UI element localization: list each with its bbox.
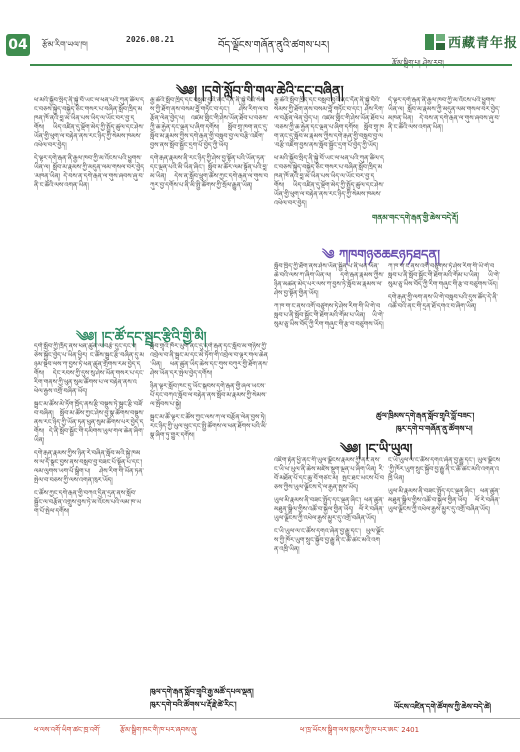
article-alphabet-col2 — [388, 262, 500, 402]
paragraph: དགེ་རྒན་གྱི་ལག་ནས་ཡི་གེ་བསླབ་པའི་དུས་ཚོད་དེ་ནི་འཚོ་བའི་ནང་གི་དྲན་ཐོ་དགའ་བ་ཞིག་ཡིན། — [388, 293, 498, 310]
article-homeland-col2 — [388, 456, 500, 682]
paragraph: སློབ་ཁྲིད་ཀྱི་ཐོག་ནས་ཤེས་ཡོན་སྦྱིན་པ་ནི་ཕན་ཡོན་ཆེ་བའི་ལས་ཀ་ཞིག་ཡིན་ལ། དགེ་རྒན་རྣམས་ཀྱིས་ཉིན་མཚན་མེད་པར་ལས་ཀ་བྱས་ཏེ་སློབ་མ་རྣམས་ལ་ཤེས་བྱ་སྟོན་གྱིན་ཡོད། — [274, 262, 384, 297]
article-teacher-col2 — [150, 96, 268, 314]
article-honeybee-byline-2: ཁུར་དགེ་བའི་ཚོགས་པ་རྡོ་རྗེ་ཚེ་རིང་། — [150, 700, 237, 709]
paragraph: ཡུལ་མི་རྣམས་ནི་བཟང་སྤྱོད་དང་ལྡན་ཞིང་། ཕན་ཚུན་མཐུན་སྒྲིལ་གྱིས་འཚོ་བ་སྐྱེལ་གྱིན་ཡོད། ལོ་རེ་བཞིན་ཡུལ་ལྗོངས་ཀྱི་འཕེལ་རྒྱས་མྱུར་དུ་འགྲོ་བཞིན་ཡོད། — [274, 496, 384, 522]
paragraph: དགེ་རྒན་རྣམས་ནི་རང་ཉིད་ཀྱི་ཤེས་བྱ་སྟོན་པའི་ཡོན་ཏན་དང་ལྡན་པའི་མི་ཡིན་ཞིང་། སློབ་མ་ཚོར་ལམ་སྟོན་པའི་བླ་མ་ཡིན། དེས་ན་སློབ་ཕྲུག་ཚོས་ཀྱང་དགེ་རྒན་ལ་གུས་བཀུར་བྱ་དགོས་པ་ནི་མི་སྤྱི་ཚོགས་ཀྱི་སྲོལ་རྒྱུན་ཡིན། — [150, 154, 268, 189]
header-rule — [30, 64, 512, 66]
paragraph: འཇིག་རྟེན་ཕྱི་ནང་གི་ཡུལ་ལྗོངས་རྣམས་ཀྱི་ནང་ནས་ང་ཡི་ཕ་ཡུལ་ནི་ཆེས་མཛེས་སྡུག་ལྡན་པ་ཞིག་ཡིན། རི་བོ་མཐོན་པོ་དང་ཆུ་བོ་གཙང་མ། སྤང་ཐང་ཡངས་པོ་བཅས་ཀྱིས་ཡུལ་ལྗོངས་དེ་ལ་རྒྱན་སྤྲས་ཡོད། — [274, 456, 384, 491]
article-teacher-byline: གནམ་གང་དགེ་རྒན་གྱི་ཆེས་བདེ་རྡོ། — [372, 213, 459, 222]
paragraph: ཕ་མའི་སྐྱོབ་སྲིད་ནི་སྐྱེ་བོ་ཡང་ལ་ཕན་པའི་ཀུན་ཚིལ་དང་བཅས་སྐྱེད་བསྐྱེད་ཅིང་གསར་པ་བཞིན་སློབ་ཁྲིད་མཁན་ཁོ་ནའི་བླ་མ་ཡིན་པས་ཡིད་ལ་ཡོང་བར་བྱ་དགོས། ཡིད་འཛིན་དུ་ལྡོག་མེད་ཀྱི་སྤྱོད་ཚུལ་དང་ཤེས་ཡོན་གྱི་ཕུག་ལ་བརྟེན་ནས་རང་ཉིད་ཀྱི་སེམས་ཁམས་འཕེལ་བར་བྱེད། — [34, 96, 144, 149]
paragraph: ང་ཚོས་ཀྱང་དགེ་རྒན་གྱི་བཀའ་དྲིན་དྲན་ནས་སློབ་སྦྱོང་ལ་བརྩོན་འགྲུས་བྱས་ཏེ་མ་འོངས་པའི་ལམ་ཁ་ཡག་པོ་སྤེལ་དགོས། — [34, 489, 142, 515]
footer-left: ཕ་ལས་འགོ་ཡིག་ཚང་ཁྲ་འགོ་ — [34, 726, 101, 734]
article-homeland-col1 — [274, 456, 384, 712]
paragraph: ང་ཡི་ཡུལ་ལ་ང་ཚོས་དགའ་ཞེན་བྱ་རྒྱུ་དང་། ཡུལ་ལྗོངས་ཀྱི་ཁོར་ཡུག་སྲུང་སྐྱོབ་བྱ་རྒྱུ་ནི་ང་ཚོ་ཚང་མའི་འགན་འཁྲི་ཡིན། — [274, 527, 384, 553]
paragraph: ཡུལ་མི་རྣམས་ནི་བཟང་སྤྱོད་དང་ལྡན་ཞིང་། ཕན་ཚུན་མཐུན་སྒྲིལ་གྱིས་འཚོ་བ་སྐྱེལ་གྱིན་ཡོད། ལོ་རེ་བཞིན་ཡུལ་ལྗོངས་ཀྱི་འཕེལ་རྒྱས་མྱུར་དུ་འགྲོ་བཞིན་ཡོད། — [388, 487, 500, 513]
paragraph: རྒྱ་ཆེའི་སློབ་ཁྲིད་དང་བསླབ་བྱའི་ནང་དོན་ནི་སྐྱེ་བོའི་སེམས་ཀྱི་ཐོག་ནས་བསམ་བློ་གཏོང་བ་དང་། ཤེས་རིག་ལ་བརྩོན་ལེན་བྱེད་པ། འཛམ་གླིང་གི་ཤེས་ཡོན་ཐོབ་པ་བཅས་ཀྱི་ཆ་རྐྱེན་དང་ལྡན་པ་ཞིག་དགོས། སློབ་གྲྭ་ཁག་ནང་དུ་སློབ་མ་རྣམས་ཀྱིས་དགེ་རྒན་གྱི་བསླབ་བྱ་ལ་བརྩི་འཇོག་བྱས་ནས་སློབ་སྦྱོང་དྲག་པོ་བྱེད་ཀྱི་ཡོད། — [274, 96, 384, 149]
issue-date: 2026.08.21 — [126, 35, 175, 44]
editor-credit: རྩོམ་སྒྲིག་པ། ཤེས་རབ། — [392, 59, 444, 67]
article-title-teacher: ༄༅། །དགེ་སློབ་གི་གལ་ཆེའི་དང་བཞིན། — [176, 84, 344, 99]
paragraph: དེ་ལྟར་དགེ་རྒན་ནི་རྒྱལ་ཁབ་ཀྱི་མ་འོངས་པའི་ཕྱུགས་ཡིན་ལ། སློབ་མ་རྣམས་ཀྱི་མདུན་ལམ་གསལ་བར་བྱེད་མཁན་ཡིན། དེ་བས་ན་དགེ་རྒན་ལ་གུས་ཞབས་ཞུ་བ་ནི་ང་ཚོའི་ལས་འགན་ཡིན། — [388, 96, 500, 131]
article-title-homeland: ༄༅། །ང་ཡི་ཡུལ། — [340, 442, 413, 457]
article-honeybee-byline: ཁུལ་དགེ་རྒན་སློབ་གྲྭའི་རྒྱ་མཚོ་དཔལ་ལྡན། — [150, 687, 254, 696]
article-teacher-col3 — [274, 96, 384, 236]
paragraph: དེ་ལྟར་དགེ་རྒན་ནི་རྒྱལ་ཁབ་ཀྱི་མ་འོངས་པའི་ཕྱུགས་ཡིན་ལ། སློབ་མ་རྣམས་ཀྱི་མདུན་ལམ་གསལ་བར་བྱེད་མཁན་ཡིན། དེ་བས་ན་དགེ་རྒན་ལ་གུས་ཞབས་ཞུ་བ་ནི་ང་ཚོའི་ལས་འགན་ཡིན། — [34, 154, 144, 189]
article-title-alphabet: ༄ ཀཁགཉཅཆཇཉཏཐདན། — [322, 248, 441, 263]
newspaper-logo-icon — [424, 32, 446, 52]
article-honeybee-col2 — [150, 342, 268, 678]
article-alphabet-col1 — [274, 262, 384, 414]
paragraph: རྒྱ་ཆེའི་སློབ་ཁྲིད་དང་བསླབ་བྱའི་ནང་དོན་ནི་སྐྱེ་བོའི་སེམས་ཀྱི་ཐོག་ནས་བསམ་བློ་གཏོང་བ་དང་། ཤེས་རིག་ལ་བརྩོན་ལེན་བྱེད་པ། འཛམ་གླིང་གི་ཤེས་ཡོན་ཐོབ་པ་བཅས་ཀྱི་ཆ་རྐྱེན་དང་ལྡན་པ་ཞིག་དགོས། སློབ་གྲྭ་ཁག་ནང་དུ་སློབ་མ་རྣམས་ཀྱིས་དགེ་རྒན་གྱི་བསླབ་བྱ་ལ་བརྩི་འཇོག་བྱས་ནས་སློབ་སྦྱོང་དྲག་པོ་བྱེད་ཀྱི་ཡོད། — [150, 96, 268, 149]
page-number: 04 — [6, 34, 30, 56]
article-alphabet-byline: ཚུལ་ཁྲིམས་དགེ་རྒན་སློབ་གྲྭའི་བློ་བཟང་། — [376, 411, 475, 420]
article-teacher-col1 — [34, 96, 144, 314]
masthead-tibetan: བོད་ལྗོངས་གཞོན་ནུའི་ཚགས་པར། — [218, 40, 330, 51]
paragraph: སྦྲང་མ་ཚོ་ལྟར་ང་ཚོས་ཀྱང་ལས་ཀ་ལ་བརྩོན་ལེན་བྱས་ཏེ། རང་ཉིད་ཀྱི་ཡུལ་ལུང་དང་སྤྱི་ཚོགས་ལ་ཕན་ཐོགས་པའི་མི་སྣ་ཞིག་ཏུ་གྱུར་དགོས། — [150, 413, 267, 439]
section-label: རྩོམ་རིག་ཡལ་ཁ། — [42, 40, 88, 49]
article-alphabet-byline-2: ཁུར་དགེ་བ་གཞོན་ནུ་ཚོགས་པ། — [396, 424, 473, 433]
paragraph: ཉིན་ལྟར་སློབ་ཁང་དུ་ཡོང་སྐབས་དགེ་རྒན་གྱི་ཞལ་ཡངས་པོ་དང་བཀའ་སློབ་ལ་བརྟེན་ནས་སློབ་མ་རྣམས་ཀྱི་སེམས་ལ་སྤོབས་པ་སྐྱེ། — [150, 382, 267, 408]
paragraph: དགེ་རྒན་རྣམས་ཀྱིས་ཉིན་རེ་བཞིན་སློབ་མའི་སྐྱེ་ཁམས་ལ་དོ་སྣང་བྱས་ནས་བསླབ་བྱ་བཟང་པོ་སྟོན་པ་དང་། ལམ་ལུགས་ཡག་པོ་སྒྲིག་པ། ཤེས་རིག་གི་ཡོན་ཏན་སྤེལ་བ་བཅས་ཀྱི་ལས་འགན་ཁུར་ཡོད། — [34, 449, 144, 484]
paragraph: ང་ཡི་ཡུལ་ལ་ང་ཚོས་དགའ་ཞེན་བྱ་རྒྱུ་དང་། ཡུལ་ལྗོངས་ཀྱི་ཁོར་ཡུག་སྲུང་སྐྱོབ་བྱ་རྒྱུ་ནི་ང་ཚོ་ཚང་མའི་འགན་འཁྲི་ཡིན། — [388, 456, 500, 482]
article-teacher-col4 — [388, 96, 500, 204]
paragraph: སློབ་གྲྭའི་ཁོར་ཡུག་ནང་དུ་དགེ་རྒན་དང་སློབ་མ་གཉིས་ཀྱི་འབྲེལ་བ་ནི་སྦྲང་མ་དང་མེ་ཏོག་གི་འབྲེལ་བ་ལྟར་གལ་ཆེན་ཡིན། ཕན་ཚུན་ཡིད་ཆེས་དང་གུས་བཀུར་གྱི་ཐོག་ནས་ཤེས་ཡོན་དར་སྤེལ་བྱེད་དགོས། — [150, 342, 268, 377]
article-title-honeybee: ༄༅། །ང་ཚོ་དང་སྦྲང་རྩིའི་གྱི་མི། — [76, 330, 207, 345]
paragraph: ཀ་ཁ་ག་ང་ནས་འགོ་བཙུགས་ཏེ་ཤེས་རིག་གི་ཡི་གེ་བསླབ་པ་ནི་སློབ་སྦྱོང་གི་ཐོག་མའི་གོམ་པ་ཡིན། ཡི་གེ་སུམ་ཅུ་ཡིས་བོད་ཀྱི་རིག་གཞུང་གི་རྩ་བ་བཙུགས་ཡོད། — [274, 302, 384, 328]
footer-right: ཕ་ཁྲ་ཡོངས་སྒྲིག་ལས་ཁུངས་ཀྱི་ཁ་པར་ཨང་ 2401 — [300, 726, 420, 734]
newspaper-name: 西藏青年报 — [448, 36, 519, 51]
article-homeland-byline: ཡོངས་འཛིན་དགེ་ཚོགས་ཀྱི་ཆེས་བདེ་ཚེ། — [394, 702, 492, 711]
article-honeybee-col1 — [34, 342, 144, 714]
paragraph: ཀ་ཁ་ག་ང་ནས་འགོ་བཙུགས་ཏེ་ཤེས་རིག་གི་ཡི་གེ་བསླབ་པ་ནི་སློབ་སྦྱོང་གི་ཐོག་མའི་གོམ་པ་ཡིན། ཡི་གེ་སུམ་ཅུ་ཡིས་བོད་ཀྱི་རིག་གཞུང་གི་རྩ་བ་བཙུགས་ཡོད། — [388, 262, 500, 288]
paragraph: ཕ་མའི་སྐྱོབ་སྲིད་ནི་སྐྱེ་བོ་ཡང་ལ་ཕན་པའི་ཀུན་ཚིལ་དང་བཅས་སྐྱེད་བསྐྱེད་ཅིང་གསར་པ་བཞིན་སློབ་ཁྲིད་མཁན་ཁོ་ནའི་བླ་མ་ཡིན་པས་ཡིད་ལ་ཡོང་བར་བྱ་དགོས། ཡིད་འཛིན་དུ་ལྡོག་མེད་ཀྱི་སྤྱོད་ཚུལ་དང་ཤེས་ཡོན་གྱི་ཕུག་ལ་བརྟེན་ནས་རང་ཉིད་ཀྱི་སེམས་ཁམས་འཕེལ་བར་བྱེད། — [274, 154, 384, 207]
paragraph: དགེ་སློབ་ཀྱི་ཁྲོད་ནས་ཕན་ཚུན་ལ་བརྩེ་དུང་དང་གཅེས་སྐྱོང་བྱེད་པ་ཡིན་ཕྱིར། ང་ཚོས་སྦྲང་རྩི་བཞིན་དུ་མཉམ་སྡེབ་ལས་ཀ་བྱས་ཏེ་ཕན་ཚུན་གྲོགས་རམ་བྱེད་དགོས། དེང་རབས་ཀྱི་དུས་སུ་ཤེས་ཡོན་གསར་པ་དང་རིག་གནས་ཀྱི་ཕུན་སུམ་ཚོགས་པ་ལ་བརྟེན་ནས་འཕེལ་རྒྱས་འགྲོ་བཞིན་ཡོད། — [34, 342, 144, 395]
footer-middle: རྩོམ་སྒྲིག་ཁང་གི་ཁ་པར་ཞབས་ཞུ་ — [120, 726, 198, 734]
paragraph: སྦྲང་མ་ཚོས་མེ་ཏོག་ཁྲོད་ནས་རྩི་བསྡུས་ཏེ་སྦྲང་རྩི་བཟོ་བ་བཞིན། སློབ་མ་ཚོས་ཀྱང་ཤེས་བྱ་སྣ་ཚོགས་བསྡུས་ནས་རང་ཉིད་ཀྱི་ཡོན་ཏན་ཕུན་སུམ་ཚོགས་པར་བྱེད་དགོས། དེ་ནི་སློབ་སྦྱོང་གི་དམིགས་ཡུལ་གལ་ཆེན་ཞིག་ཡིན། — [34, 400, 144, 444]
